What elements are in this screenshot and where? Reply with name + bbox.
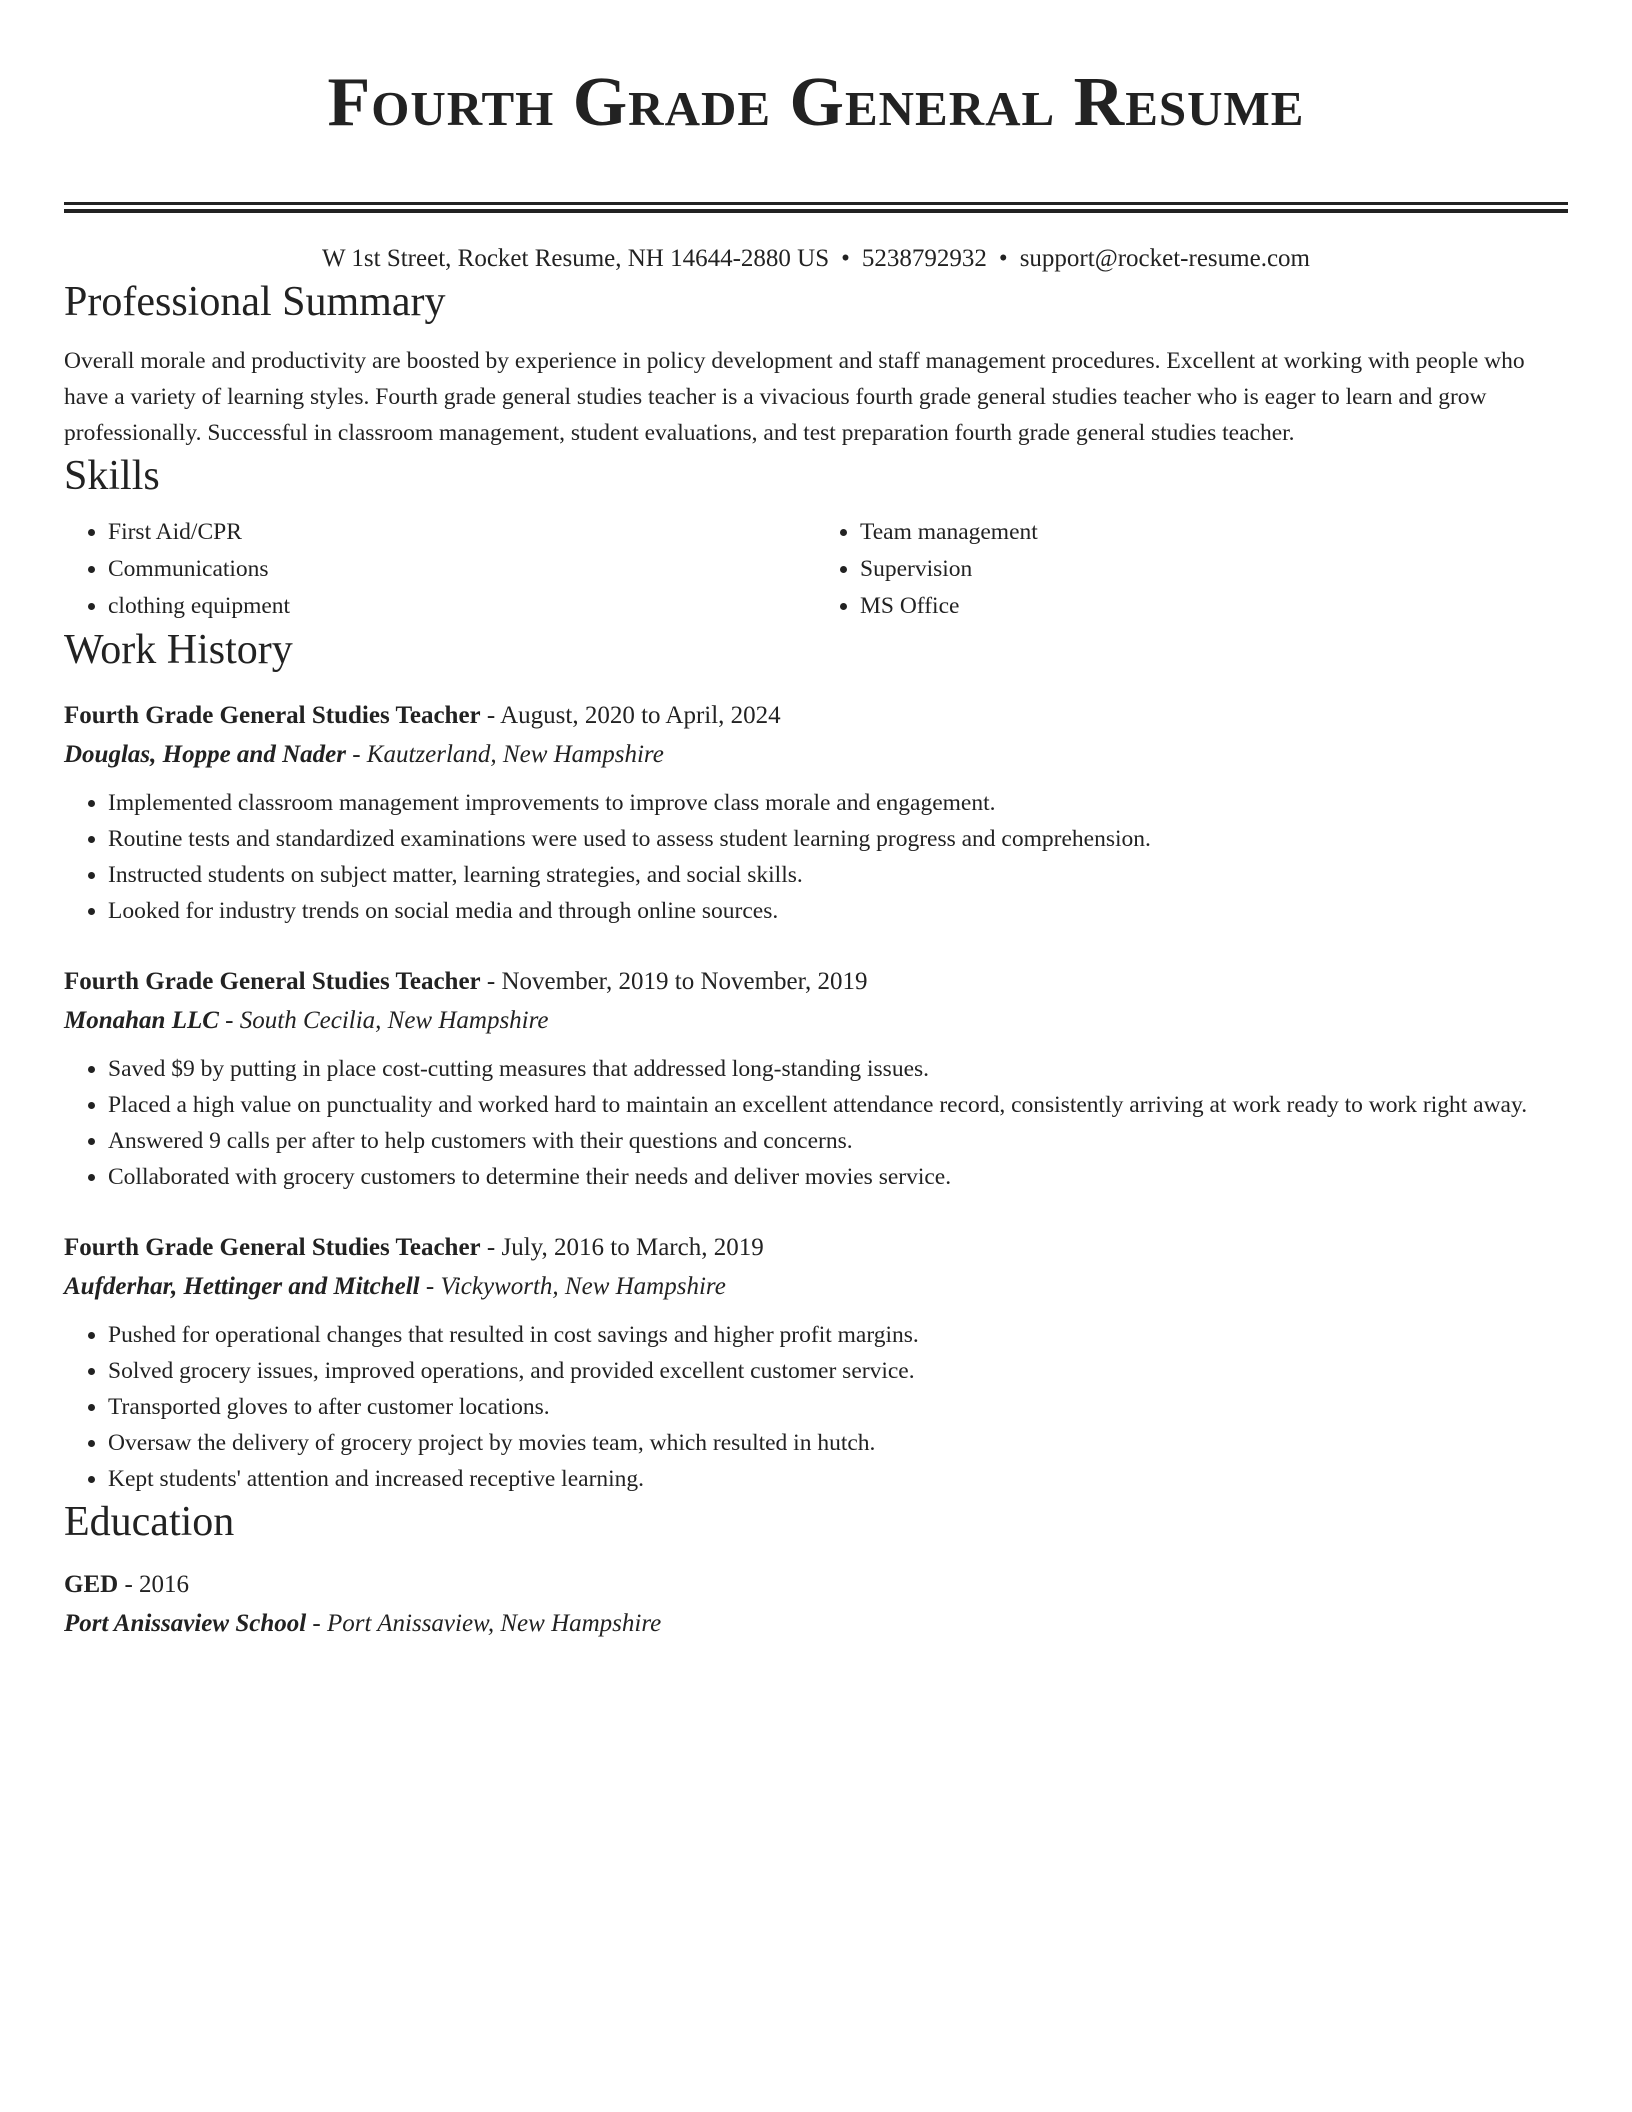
job-location: Kautzerland, New Hampshire	[366, 741, 664, 769]
company-line	[64, 1001, 1568, 1041]
skill-item: • Team management	[860, 514, 1568, 551]
job-bullet: • Answered 9 calls per after to help customers with their questions and concerns.	[108, 1123, 1568, 1159]
dash: -	[118, 1570, 140, 1598]
job-entry	[64, 1229, 1568, 1497]
job-title-line	[64, 697, 1568, 735]
company-name: Aufderhar, Hettinger and Mitchell	[64, 1273, 420, 1301]
job-title: Fourth Grade General Studies Teacher	[64, 702, 481, 730]
skill-item: • Supervision	[860, 551, 1568, 588]
skill-item: • MS Office	[860, 588, 1568, 625]
degree-line	[64, 1566, 1568, 1604]
job-dates: November, 2019 to November, 2019	[501, 968, 868, 996]
job-dates: July, 2016 to March, 2019	[501, 1234, 764, 1262]
summary-heading: Professional Summary	[64, 279, 446, 325]
title-divider	[64, 202, 1568, 213]
job-location: South Cecilia, New Hampshire	[239, 1007, 549, 1035]
company-line	[64, 735, 1568, 775]
education-entry	[64, 1566, 1568, 1644]
job-bullet: • Kept students' attention and increased receptive learning.	[108, 1461, 1568, 1497]
education-heading: Education	[64, 1499, 235, 1546]
job-bullets	[64, 1051, 1568, 1195]
contact-line	[64, 241, 1568, 277]
contact-phone: 5238792932	[861, 245, 987, 272]
resume-title: Fourth Grade General Resume	[327, 64, 1305, 141]
job-bullets	[64, 785, 1568, 929]
job-bullet: • Oversaw the delivery of grocery project by movies team, which resulted in hutch.	[108, 1425, 1568, 1461]
dash: -	[218, 1007, 240, 1035]
skills-list-right	[816, 514, 1568, 625]
skills-list-left	[64, 514, 816, 625]
job-title: Fourth Grade General Studies Teacher	[64, 1234, 481, 1262]
job-bullets	[64, 1317, 1568, 1497]
contact-email: support@rocket-resume.com	[1019, 245, 1310, 272]
skill-item: • clothing equipment	[108, 588, 816, 625]
work-history-heading: Work History	[64, 626, 293, 673]
dash: -	[480, 968, 502, 996]
dash: -	[480, 702, 501, 730]
dash: -	[419, 1273, 441, 1301]
job-title-line	[64, 963, 1568, 1001]
dash: -	[306, 1609, 327, 1637]
job-bullet: • Transported gloves to after customer locations.	[108, 1389, 1568, 1425]
job-entry	[64, 697, 1568, 929]
skills-heading: Skills	[64, 453, 160, 500]
job-bullet: • Saved $9 by putting in place cost-cutting measures that addressed long-standing issues.	[108, 1051, 1568, 1087]
job-title: Fourth Grade General Studies Teacher	[64, 968, 481, 996]
skills-columns	[64, 514, 1568, 625]
job-bullet: • Implemented classroom management improvements to improve class morale and engagement.	[108, 785, 1568, 821]
company-line	[64, 1267, 1568, 1307]
job-dates: August, 2020 to April, 2024	[500, 702, 781, 730]
school-line	[64, 1604, 1568, 1644]
job-bullet: • Solved grocery issues, improved operations, and provided excellent customer service.	[108, 1353, 1568, 1389]
job-bullet: • Instructed students on subject matter, learning strategies, and social skills.	[108, 857, 1568, 893]
job-bullet: • Collaborated with grocery customers to determine their needs and deliver movies service.	[108, 1159, 1568, 1195]
dash: -	[480, 1234, 502, 1262]
skill-item: • First Aid/CPR	[108, 514, 816, 551]
job-entry	[64, 963, 1568, 1195]
contact-address: W 1st Street, Rocket Resume, NH 14644-2880 US	[322, 245, 830, 272]
dash: -	[345, 741, 367, 769]
company-name: Monahan LLC	[64, 1007, 219, 1035]
school-location: Port Anissaview, New Hampshire	[327, 1609, 662, 1637]
company-name: Douglas, Hoppe and Nader	[64, 741, 346, 769]
degree: GED	[64, 1570, 119, 1598]
job-location: Vickyworth, New Hampshire	[440, 1273, 726, 1301]
school-name: Port Anissaview School	[64, 1609, 307, 1637]
contact-separator: •	[998, 245, 1008, 272]
skill-item: • Communications	[108, 551, 816, 588]
contact-separator: •	[841, 245, 850, 272]
job-bullet: • Routine tests and standardized examinations were used to assess student learning progress and comprehension.	[108, 821, 1568, 857]
job-bullet: • Looked for industry trends on social media and through online sources.	[108, 893, 1568, 929]
job-bullet: • Placed a high value on punctuality and worked hard to maintain an excellent attendance record, consistently arriving at work ready to work right away.	[108, 1087, 1568, 1123]
summary-text: Overall morale and productivity are boosted by experience in policy development and staff management procedures. Excellent at working with people who have a variety of learning styles. Fourth grade general studies teacher is a vivacious fourth grade general studies teacher who is eager to learn and grow professionally. Successful in classroom management, student evaluations, and test preparation fourth grade general studies teacher.	[64, 348, 1525, 447]
job-bullet: • Pushed for operational changes that resulted in cost savings and higher profit margins.	[108, 1317, 1568, 1353]
education-year: 2016	[139, 1570, 190, 1598]
job-title-line	[64, 1229, 1568, 1267]
